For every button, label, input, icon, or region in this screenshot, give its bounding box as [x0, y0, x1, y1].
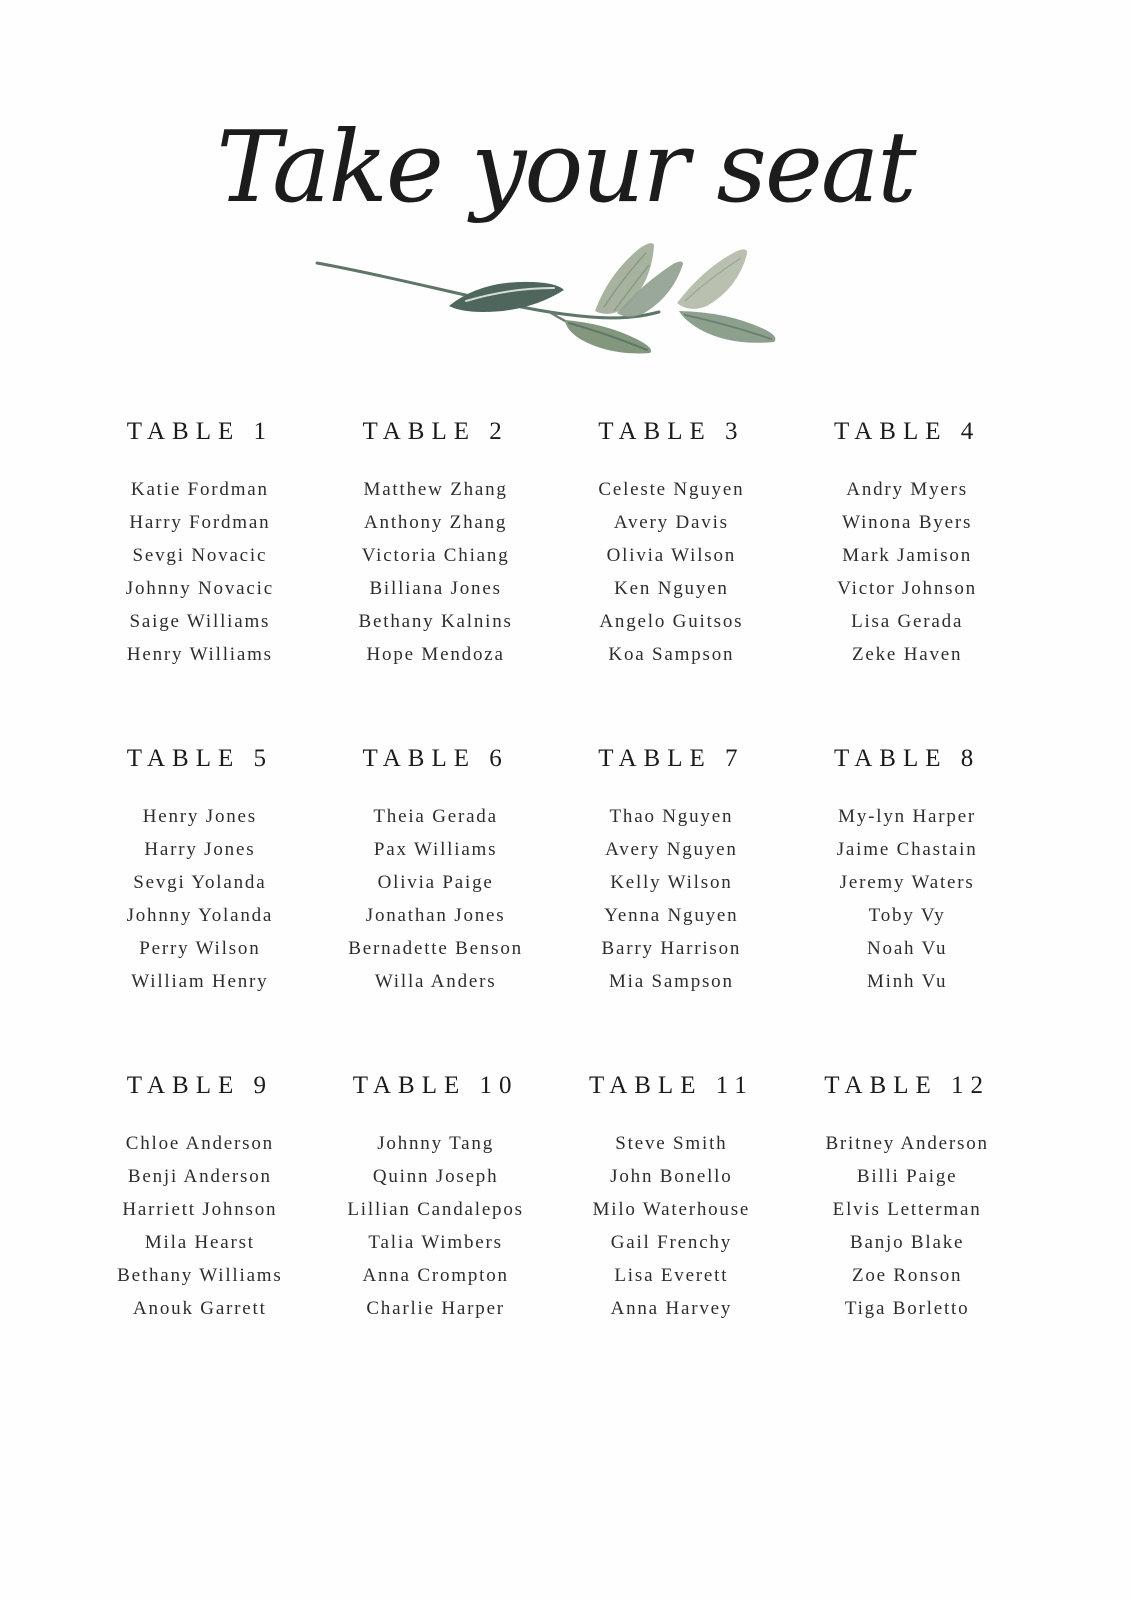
guest-name: Lisa Everett [614, 1264, 729, 1286]
guest-name: Willa Anders [374, 970, 497, 992]
table-heading: TABLE 12 [824, 1071, 991, 1099]
table-heading: TABLE 7 [598, 744, 745, 772]
table-heading: TABLE 9 [126, 1071, 274, 1099]
table-heading: TABLE 2 [362, 417, 509, 445]
guest-name: Johnny Yolanda [126, 904, 274, 926]
guest-list [324, 1127, 548, 1325]
guest-name: My-lyn Harper [838, 805, 977, 827]
guest-name: John Bonello [610, 1165, 733, 1187]
guest-name: Olivia Wilson [606, 544, 737, 566]
guest-name: Mia Sampson [608, 970, 734, 992]
guest-name: Matthew Zhang [363, 478, 508, 500]
guest-name: Katie Fordman [130, 478, 269, 500]
guest-name: Zoe Ronson [851, 1264, 963, 1286]
table-heading: TABLE 10 [352, 1071, 519, 1099]
guest-name: Celeste Nguyen [598, 478, 745, 500]
guest-list [560, 473, 784, 671]
guest-name: Jeremy Waters [839, 871, 975, 893]
guest-name: Victoria Chiang [361, 544, 510, 566]
guest-name: Kelly Wilson [610, 871, 733, 893]
guest-name: Zeke Haven [851, 643, 963, 665]
guest-name: Hope Mendoza [366, 643, 505, 665]
guest-name: Steve Smith [615, 1132, 728, 1154]
branch-decoration [0, 233, 1101, 366]
guest-name: Theia Gerada [373, 805, 498, 827]
guest-name: Gail Frenchy [610, 1231, 733, 1253]
page-title: Take your seat [216, 111, 915, 225]
guest-name: Victor Johnson [837, 577, 977, 599]
table-card-8 [795, 745, 1019, 998]
guest-list [795, 1127, 1019, 1325]
guest-name: Saige Williams [129, 610, 271, 632]
guest-name: Mark Jamison [842, 544, 973, 566]
guest-name: Ken Nguyen [614, 577, 729, 599]
watercolor-eucalyptus-branch-icon [311, 233, 791, 361]
table-card-11 [560, 1072, 784, 1325]
guest-list [88, 1127, 312, 1325]
guest-name: Billiana Jones [369, 577, 502, 599]
table-card-7 [560, 745, 784, 998]
guest-name: Anthony Zhang [364, 511, 508, 533]
table-card-12 [795, 1072, 1019, 1325]
guest-name: Tiga Borletto [844, 1297, 970, 1319]
guest-name: Minh Vu [866, 970, 948, 992]
table-heading: TABLE 6 [362, 744, 509, 772]
guest-name: Milo Waterhouse [592, 1198, 751, 1220]
guest-name: Henry Jones [142, 805, 257, 827]
table-card-5 [88, 745, 312, 998]
table-card-9 [88, 1072, 312, 1325]
guest-name: Yenna Nguyen [604, 904, 739, 926]
guest-list [795, 800, 1019, 998]
guest-name: Sevgi Yolanda [133, 871, 267, 893]
guest-name: Charlie Harper [366, 1297, 505, 1319]
guest-list [560, 1127, 784, 1325]
guest-name: Chloe Anderson [125, 1132, 274, 1154]
guest-name: Koa Sampson [608, 643, 735, 665]
guest-name: Bethany Kalnins [358, 610, 513, 632]
guest-name: Anouk Garrett [133, 1297, 267, 1319]
guest-name: Henry Williams [126, 643, 273, 665]
guest-list [324, 473, 548, 671]
table-heading: TABLE 4 [833, 417, 981, 445]
guest-name: Billi Paige [856, 1165, 958, 1187]
guest-name: Lisa Gerada [851, 610, 964, 632]
guest-name: William Henry [131, 970, 269, 992]
guest-name: Quinn Joseph [372, 1165, 499, 1187]
table-heading: TABLE 1 [126, 417, 274, 445]
table-card-2 [324, 418, 548, 671]
guest-name: Avery Davis [613, 511, 729, 533]
guest-name: Jonathan Jones [365, 904, 506, 926]
guest-name: Harriett Johnson [122, 1198, 278, 1220]
guest-list [88, 473, 312, 671]
guest-name: Pax Williams [373, 838, 498, 860]
guest-name: Anna Harvey [610, 1297, 733, 1319]
guest-name: Avery Nguyen [605, 838, 738, 860]
guest-name: Thao Nguyen [609, 805, 734, 827]
guest-name: Johnny Tang [377, 1132, 495, 1154]
guest-name: Anna Crompton [362, 1264, 509, 1286]
guest-list [88, 800, 312, 998]
table-card-6 [324, 745, 548, 998]
guest-name: Toby Vy [868, 904, 946, 926]
table-card-3 [560, 418, 784, 671]
table-heading: TABLE 3 [598, 417, 745, 445]
guest-name: Mila Hearst [144, 1231, 255, 1253]
guest-name: Harry Fordman [129, 511, 271, 533]
guest-list [560, 800, 784, 998]
guest-name: Olivia Paige [377, 871, 494, 893]
guest-name: Bernadette Benson [348, 937, 523, 959]
table-card-4 [795, 418, 1019, 671]
table-card-10 [324, 1072, 548, 1325]
guest-name: Elvis Letterman [832, 1198, 982, 1220]
guest-name: Britney Anderson [825, 1132, 989, 1154]
guest-name: Banjo Blake [849, 1231, 965, 1253]
guest-name: Benji Anderson [127, 1165, 272, 1187]
guest-name: Winona Byers [842, 511, 973, 533]
guest-name: Talia Wimbers [368, 1231, 503, 1253]
guest-list [795, 473, 1019, 671]
guest-name: Perry Wilson [139, 937, 261, 959]
guest-name: Noah Vu [867, 937, 948, 959]
tables-grid [0, 418, 1131, 1325]
guest-name: Bethany Williams [117, 1264, 283, 1286]
guest-name: Angelo Guitsos [599, 610, 744, 632]
guest-name: Andry Myers [846, 478, 968, 500]
table-heading: TABLE 11 [588, 1071, 754, 1099]
guest-name: Johnny Novacic [125, 577, 274, 599]
guest-name: Harry Jones [144, 838, 256, 860]
guest-name: Lillian Candalepos [347, 1198, 524, 1220]
table-card-1 [88, 418, 312, 671]
table-heading: TABLE 5 [126, 744, 274, 772]
table-heading: TABLE 8 [833, 744, 981, 772]
guest-name: Barry Harrison [601, 937, 742, 959]
guest-list [324, 800, 548, 998]
guest-name: Jaime Chastain [836, 838, 978, 860]
guest-name: Sevgi Novacic [132, 544, 268, 566]
